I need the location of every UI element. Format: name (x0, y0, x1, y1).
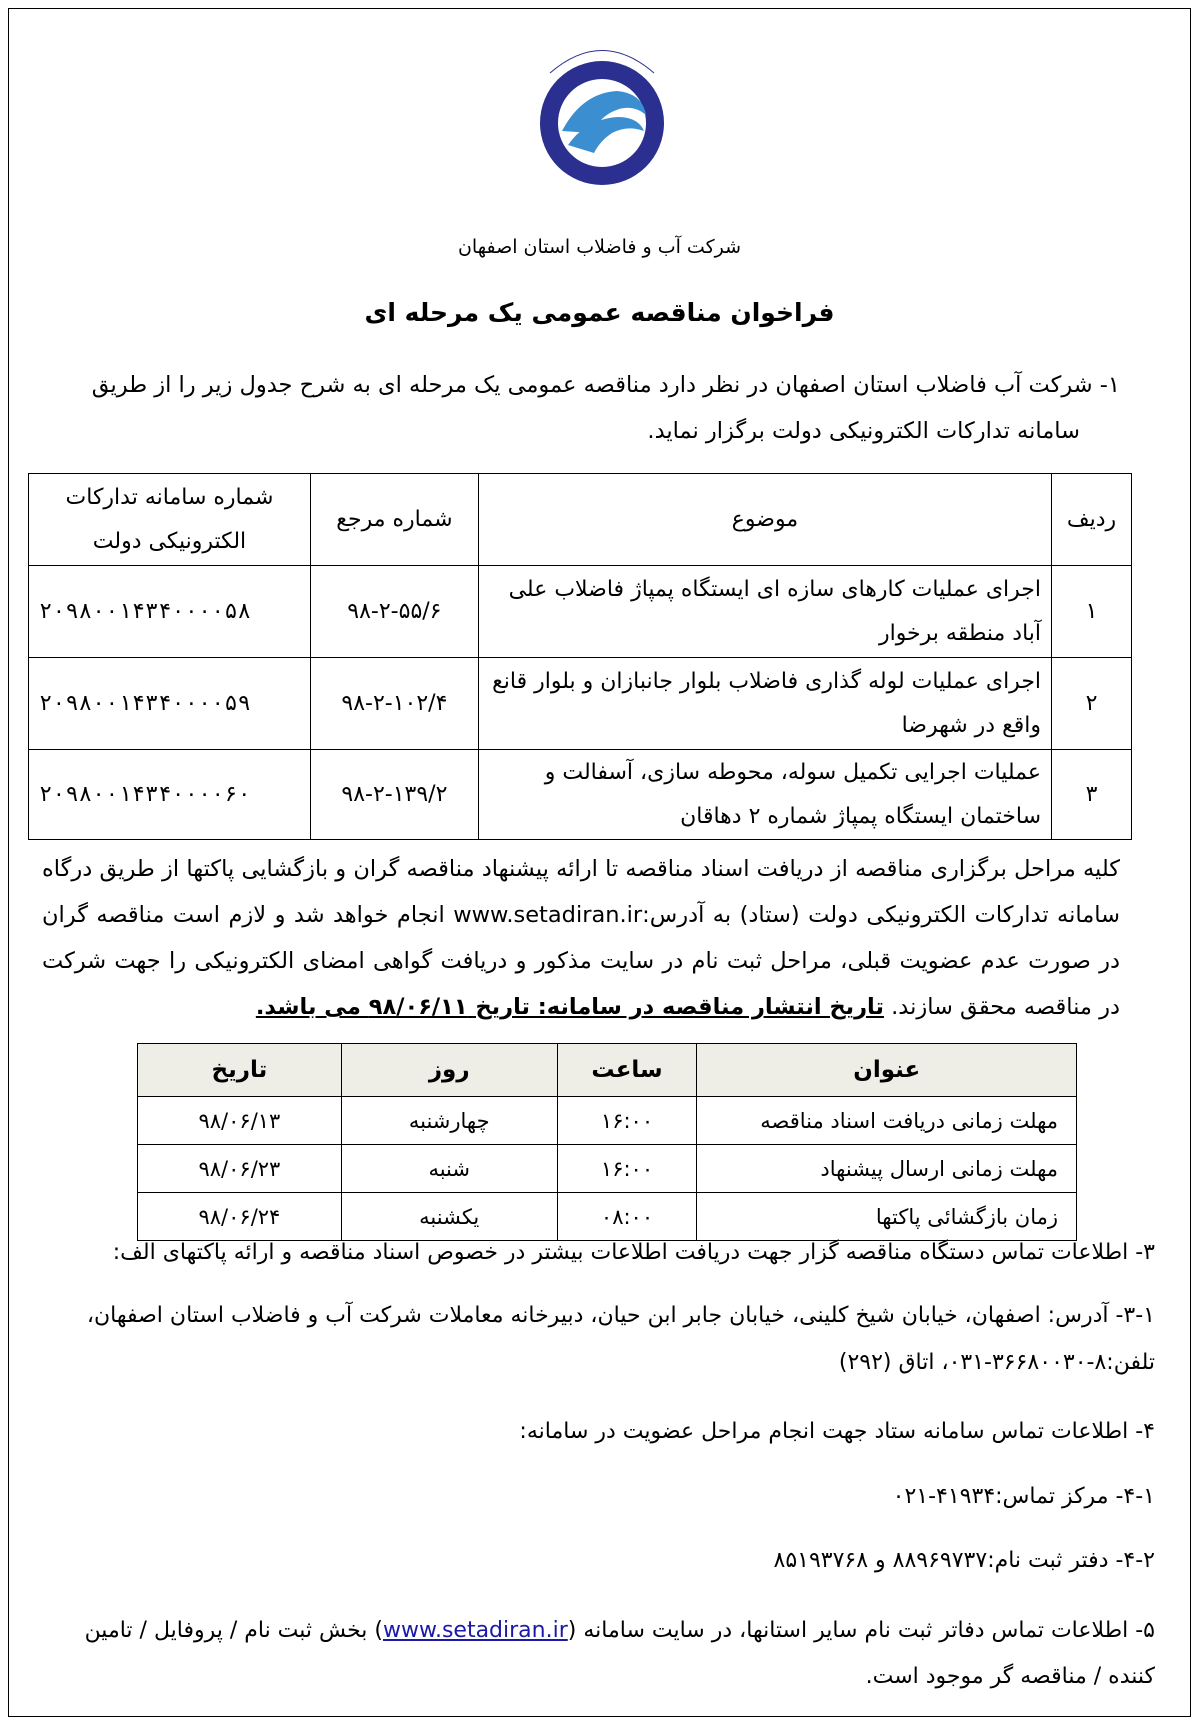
schedule-date: ۹۸/۰۶/۱۳ (138, 1097, 342, 1145)
schedule-date: ۹۸/۰۶/۲۴ (138, 1193, 342, 1241)
row-ref: ۹۸-۲-۵۵/۶ (310, 566, 478, 658)
col-header-day: روز (341, 1044, 557, 1097)
col-header-time: ساعت (557, 1044, 697, 1097)
row-number: ۳ (1052, 750, 1132, 840)
row-subject: اجرای عملیات کارهای سازه ای ایستگاه پمپاژ فاضلاب علی آباد منطقه برخوار (478, 566, 1051, 658)
schedule-day: چهارشنبه (341, 1097, 557, 1145)
schedule-day: یکشنبه (341, 1193, 557, 1241)
intro-line-1: ۱- شرکت آب فاضلاب استان اصفهان در نظر دارد مناقصه عمومی یک مرحله ای به شرح جدول زیر را از طریق (91, 372, 1120, 398)
schedule-title: مهلت زمانی ارسال پیشنهاد (697, 1145, 1077, 1193)
schedule-time: ۱۶:۰۰ (557, 1097, 697, 1145)
col-header-subject: موضوع (478, 474, 1051, 566)
document-title: فراخوان مناقصه عمومی یک مرحله ای (364, 298, 835, 327)
col-header-setad: شماره سامانه تدارکات الکترونیکی دولت (29, 474, 311, 566)
row-setad: ۲۰۹۸۰۰۱۴۳۴۰۰۰۰۵۸ (29, 566, 311, 658)
section-5-line-2: کننده / مناقصه گر موجود است. (865, 1664, 1155, 1689)
row-subject: عملیات اجرایی تکمیل سوله، محوطه سازی، آسفالت و ساختمان ایستگاه پمپاژ شماره ۲ دهاقان (478, 750, 1051, 840)
col-header-ref: شماره مرجع (310, 474, 478, 566)
schedule-date: ۹۸/۰۶/۲۳ (138, 1145, 342, 1193)
row-ref: ۹۸-۲-۱۰۲/۴ (310, 658, 478, 750)
section-3-1-address: ۳-۱- آدرس: اصفهان، خیابان شیخ کلینی، خیابان جابر ابن حیان، دبیرخانه معاملات شرکت آب و فاضلاب استان اصفهان، (86, 1303, 1155, 1328)
col-header-row: ردیف (1052, 474, 1132, 566)
col-header-date: تاریخ (138, 1044, 342, 1097)
schedule-time: ۱۶:۰۰ (557, 1145, 697, 1193)
section-4: ۴- اطلاعات تماس سامانه ستاد جهت انجام مراحل عضویت در سامانه: (519, 1419, 1155, 1444)
table-row (138, 1193, 1077, 1241)
row-subject: اجرای عملیات لوله گذاری فاضلاب بلوار جانبازان و بلوار قانع واقع در شهرضا (478, 658, 1051, 750)
schedule-time: ۰۸:۰۰ (557, 1193, 697, 1241)
schedule-title: مهلت زمانی دریافت اسناد مناقصه (697, 1097, 1077, 1145)
section-3-1-phone: تلفن:۸-۳۶۶۸۰۰۳۰-۰۳۱، اتاق (۲۹۲) (838, 1350, 1155, 1375)
section-4-1: ۴-۱- مرکز تماس:۴۱۹۳۴-۰۲۱ (892, 1484, 1155, 1509)
procedure-text-1: کلیه مراحل برگزاری مناقصه از دریافت اسناد مناقصه تا ارائه پیشنهاد مناقصه گران و بازگشایی پاکتها از طریق درگاه سامانه تدارکات الکترونیکی دولت (ستاد) به آدرس: (42, 856, 1120, 928)
table-row (29, 750, 1132, 840)
setad-url-inline[interactable]: www.setadiran.ir (453, 902, 643, 928)
publish-date: تاریخ انتشار مناقصه در سامانه: تاریخ ۹۸/۰۶/۱۱ می باشد. (255, 994, 884, 1020)
table-row (138, 1097, 1077, 1145)
section-4-2: ۴-۲- دفتر ثبت نام:۸۸۹۶۹۷۳۷ و ۸۵۱۹۳۷۶۸ (773, 1548, 1155, 1573)
row-number: ۲ (1052, 658, 1132, 750)
row-ref: ۹۸-۲-۱۳۹/۲ (310, 750, 478, 840)
procedure-paragraph (42, 846, 1120, 1030)
table-row (29, 566, 1132, 658)
procedure-text-2: انجام خواهد شد و لازم است مناقصه گران در صورت عدم عضویت قبلی، مراحل ثبت نام در سایت مذکور و دریافت گواهی امضای الکترونیکی را جهت شرکت در مناقصه محقق سازند. (42, 902, 1120, 1020)
schedule-day: شنبه (341, 1145, 557, 1193)
tenders-table (28, 473, 1132, 840)
section-3: ۳- اطلاعات تماس دستگاه مناقصه گزار جهت دریافت اطلاعات بیشتر در خصوص اسناد مناقصه و ارائه پاکتهای الف: (112, 1240, 1155, 1265)
table-row (138, 1145, 1077, 1193)
schedule-title: زمان بازگشائی پاکتها (697, 1193, 1077, 1241)
setad-url-link[interactable]: www.setadiran.ir (383, 1618, 568, 1643)
company-logo (522, 33, 682, 193)
schedule-header-row (138, 1044, 1077, 1097)
section-5-text-post: ) بخش ثبت نام / پروفایل / تامین (84, 1618, 383, 1643)
intro-paragraph (42, 362, 1120, 454)
schedule-table (137, 1043, 1077, 1241)
row-setad: ۲۰۹۸۰۰۱۴۳۴۰۰۰۰۶۰ (29, 750, 311, 840)
table-row (29, 658, 1132, 750)
table-header-row (29, 474, 1132, 566)
col-header-title: عنوان (697, 1044, 1077, 1097)
section-5 (85, 1618, 1155, 1643)
row-number: ۱ (1052, 566, 1132, 658)
intro-line-2: سامانه تدارکات الکترونیکی دولت برگزار نماید. (647, 418, 1080, 444)
section-5-text-pre: ۵- اطلاعات تماس دفاتر ثبت نام سایر استانها، در سایت سامانه ( (567, 1618, 1155, 1643)
row-setad: ۲۰۹۸۰۰۱۴۳۴۰۰۰۰۵۹ (29, 658, 311, 750)
company-name: شرکت آب و فاضلاب استان اصفهان (457, 236, 742, 258)
